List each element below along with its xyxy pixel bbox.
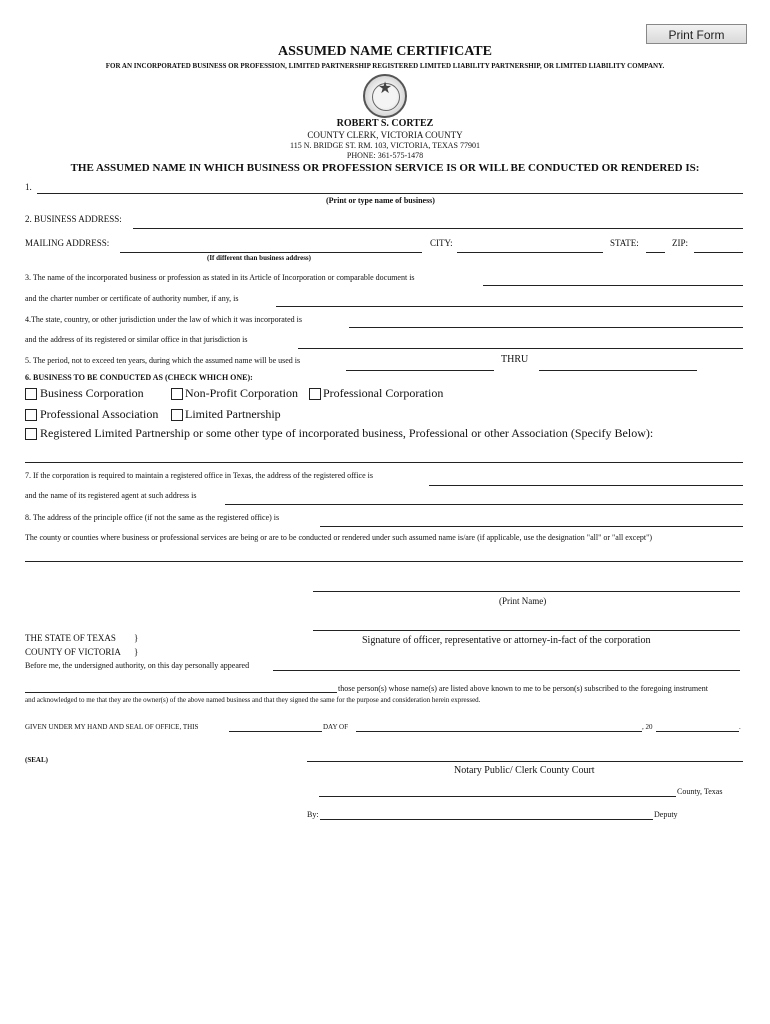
acknowledged-text: and acknowledged to me that they are the owner(s) of the above named business and that they signed the same for the purpose and consideration herein expressed. xyxy=(25,696,481,704)
zip-label: ZIP: xyxy=(672,238,689,248)
print-name-label: (Print Name) xyxy=(499,596,547,606)
print-name-field[interactable] xyxy=(313,591,740,592)
counties-label: The county or counties where business or professional services are being or are to be conducted or rendered under such assumed name is/are (if applicable, use the designation "all" or "all except") xyxy=(25,533,653,542)
given-day-field[interactable] xyxy=(229,731,322,732)
year-suffix: . xyxy=(739,723,741,731)
state-of-texas: THE STATE OF TEXAS xyxy=(25,633,116,643)
assumed-name-statement: THE ASSUMED NAME IN WHICH BUSINESS OR PROFESSION SERVICE IS OR WILL BE CONDUCTED OR RENDERED IS: xyxy=(70,162,700,174)
clerk-address: 115 N. BRIDGE ST. RM. 103, VICTORIA, TEXAS 77901 xyxy=(289,141,480,150)
business-name-field[interactable] xyxy=(37,193,743,194)
limited-partnership-checkbox[interactable] xyxy=(171,409,183,421)
notary-label: Notary Public/ Clerk County Court xyxy=(454,765,595,776)
business-address-label: 2. BUSINESS ADDRESS: xyxy=(25,214,122,224)
star-icon: ★ xyxy=(377,80,393,97)
business-corporation-label: Business Corporation xyxy=(40,386,144,400)
registered-office-field[interactable] xyxy=(429,485,743,486)
professional-corporation-label: Professional Corporation xyxy=(323,386,444,400)
city-field[interactable] xyxy=(457,252,603,253)
professional-corporation-checkbox[interactable] xyxy=(309,388,321,400)
county-texas-label: County, Texas xyxy=(677,787,723,796)
principal-office-field[interactable] xyxy=(320,526,743,527)
brace-county: } xyxy=(134,647,139,657)
given-year-field[interactable] xyxy=(656,731,739,732)
item4-label: 4.The state, country, or other jurisdiction under the law of which it was incorporated is xyxy=(25,315,302,324)
limited-partnership-label: Limited Partnership xyxy=(185,407,281,421)
county-of-victoria: COUNTY OF VICTORIA xyxy=(25,647,121,657)
by-label: By: xyxy=(307,810,319,819)
given-month-field[interactable] xyxy=(356,731,642,732)
deputy-signature-field[interactable] xyxy=(320,819,653,820)
registered-agent-field[interactable] xyxy=(225,504,743,505)
jurisdiction-field[interactable] xyxy=(349,327,743,328)
charter-number-field[interactable] xyxy=(276,306,743,307)
year-prefix: , 20 xyxy=(642,723,653,731)
item1-label: 1. xyxy=(25,182,32,192)
signature-field[interactable] xyxy=(313,630,740,631)
state-field[interactable] xyxy=(646,252,665,253)
mailing-hint: (If different than business address) xyxy=(207,254,311,262)
city-label: CITY: xyxy=(430,238,453,248)
professional-association-label: Professional Association xyxy=(40,407,159,421)
item8-label: 8. The address of the principle office (if not the same as the registered office) is xyxy=(25,513,280,522)
form-title: ASSUMED NAME CERTIFICATE xyxy=(278,44,492,59)
business-name-hint: (Print or type name of business) xyxy=(326,196,435,205)
given-under-label: GIVEN UNDER MY HAND AND SEAL OF OFFICE, THIS xyxy=(25,723,199,731)
counties-field[interactable] xyxy=(25,561,743,562)
clerk-title: COUNTY CLERK, VICTORIA COUNTY xyxy=(307,130,463,140)
non-profit-label: Non-Profit Corporation xyxy=(185,386,298,400)
seal-label: (SEAL) xyxy=(25,756,48,764)
those-persons-text: those person(s) whose name(s) are listed above known to me to be person(s) subscribed to the foregoing instrument xyxy=(338,684,708,693)
non-profit-checkbox[interactable] xyxy=(171,388,183,400)
item7-label: 7. If the corporation is required to maintain a registered office in Texas, the address of the registered office is xyxy=(25,471,373,480)
mailing-address-label: MAILING ADDRESS: xyxy=(25,238,110,248)
period-start-field[interactable] xyxy=(346,370,494,371)
texas-county-seal xyxy=(363,74,407,118)
item5-label: 5. The period, not to exceed ten years, during which the assumed name will be used is xyxy=(25,356,301,365)
appeared-person-field[interactable] xyxy=(273,670,740,671)
other-type-specify-field[interactable] xyxy=(25,462,743,463)
incorporated-name-field[interactable] xyxy=(483,285,743,286)
deputy-label: Deputy xyxy=(654,810,678,819)
brace-state: } xyxy=(134,633,139,643)
registered-agent-label: and the name of its registered agent at such address is xyxy=(25,491,197,500)
form-subtitle: FOR AN INCORPORATED BUSINESS OR PROFESSION, LIMITED PARTNERSHIP REGISTERED LIMITED LIABILITY PARTNERSHIP, OR LIMITED LIABILITY COMPANY. xyxy=(105,62,665,70)
thru-label: THRU xyxy=(501,354,529,365)
clerk-name: ROBERT S. CORTEZ xyxy=(336,118,434,129)
persons-names-field[interactable] xyxy=(25,692,337,693)
mailing-address-field[interactable] xyxy=(120,252,422,253)
item4-address-label: and the address of its registered or similar office in that jurisdiction is xyxy=(25,335,248,344)
business-corporation-checkbox[interactable] xyxy=(25,388,37,400)
state-label: STATE: xyxy=(610,238,639,248)
zip-field[interactable] xyxy=(694,252,743,253)
print-form-button[interactable]: Print Form xyxy=(646,24,747,44)
notary-signature-field[interactable] xyxy=(307,761,743,762)
clerk-phone: PHONE: 361-575-1478 xyxy=(346,151,424,160)
business-address-field[interactable] xyxy=(133,228,743,229)
other-type-checkbox[interactable] xyxy=(25,428,37,440)
signature-label: Signature of officer, representative or attorney-in-fact of the corporation xyxy=(362,635,651,646)
county-field[interactable] xyxy=(319,796,676,797)
day-of-label: DAY OF xyxy=(323,723,348,731)
other-type-label: Registered Limited Partnership or some other type of incorporated business, Professional or other Association (Specify Below): xyxy=(40,426,654,440)
item6-label: 6. BUSINESS TO BE CONDUCTED AS (CHECK WHICH ONE): xyxy=(25,373,253,382)
period-end-field[interactable] xyxy=(539,370,697,371)
charter-label: and the charter number or certificate of authority number, if any, is xyxy=(25,294,239,303)
item3-label: 3. The name of the incorporated business or profession as stated in its Article of Incorporation or comparable document is xyxy=(25,273,415,282)
before-me-label: Before me, the undersigned authority, on this day personally appeared xyxy=(25,661,250,670)
jurisdiction-address-field[interactable] xyxy=(298,348,743,349)
professional-association-checkbox[interactable] xyxy=(25,409,37,421)
